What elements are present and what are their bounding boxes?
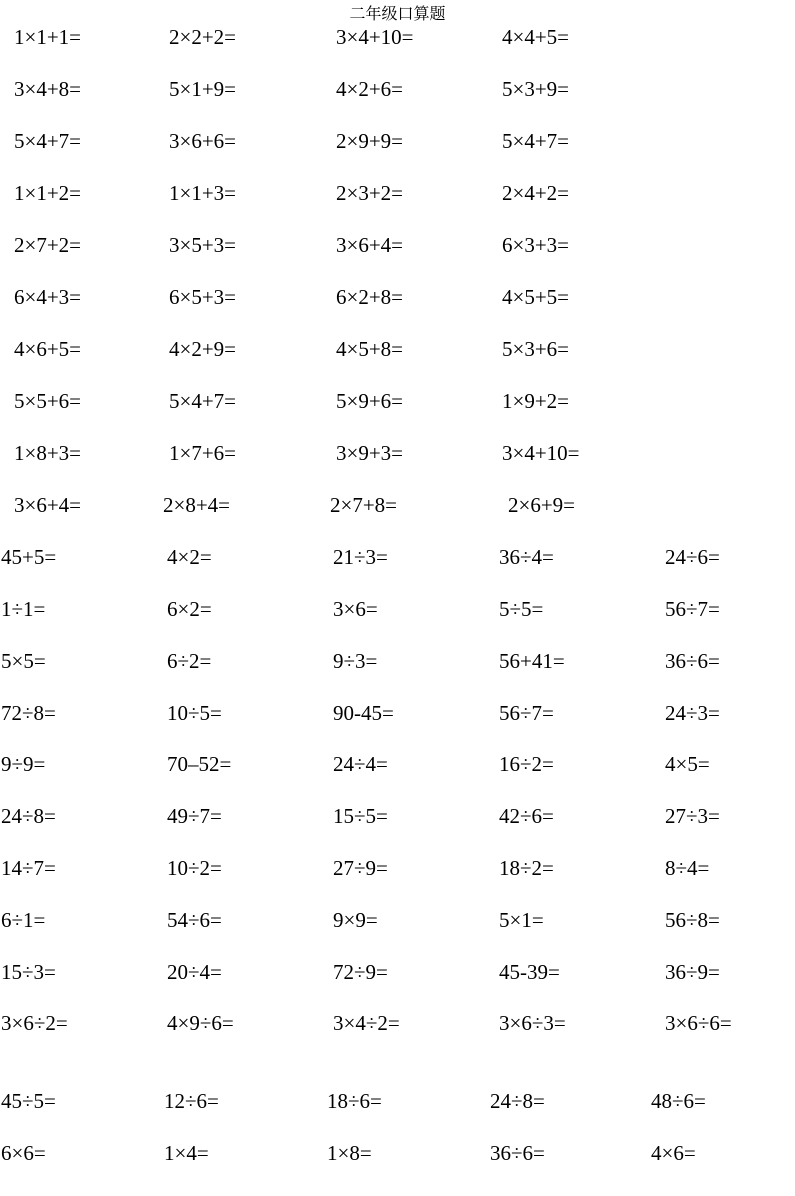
problem-item: 1×1+3= bbox=[169, 181, 237, 205]
problem-row bbox=[0, 230, 795, 260]
problem-item: 2×9+9= bbox=[336, 129, 404, 153]
problem-item: 10÷5= bbox=[167, 701, 222, 725]
problem-item: 3×4+10= bbox=[336, 25, 414, 49]
problem-item: 4×6+5= bbox=[14, 337, 82, 361]
problem-item: 27÷9= bbox=[333, 856, 388, 880]
problem-item: 4×6= bbox=[651, 1141, 696, 1165]
problem-row bbox=[0, 594, 795, 624]
problem-item: 4×2= bbox=[167, 545, 212, 569]
problem-item: 2×6+9= bbox=[508, 493, 576, 517]
problem-item: 1÷1= bbox=[1, 597, 46, 621]
problem-row bbox=[0, 957, 795, 987]
problem-row bbox=[0, 490, 795, 520]
problem-item: 48÷6= bbox=[651, 1089, 706, 1113]
problem-item: 12÷6= bbox=[164, 1089, 219, 1113]
problem-item: 5×3+6= bbox=[502, 337, 570, 361]
problem-item: 20÷4= bbox=[167, 960, 222, 984]
problem-item: 3×6÷2= bbox=[1, 1011, 68, 1035]
problem-item: 24÷3= bbox=[665, 701, 720, 725]
problem-item: 3×9+3= bbox=[336, 441, 404, 465]
problem-item: 1×8= bbox=[327, 1141, 372, 1165]
problem-item: 24÷6= bbox=[665, 545, 720, 569]
problem-item: 70–52= bbox=[167, 752, 232, 776]
problem-item: 2×7+2= bbox=[14, 233, 82, 257]
problem-item: 24÷8= bbox=[1, 804, 56, 828]
problem-item: 16÷2= bbox=[499, 752, 554, 776]
problem-row bbox=[0, 1138, 795, 1168]
problem-item: 6×4+3= bbox=[14, 285, 82, 309]
problem-item: 36÷6= bbox=[665, 649, 720, 673]
problem-item: 5×5+6= bbox=[14, 389, 82, 413]
problem-item: 1×1+1= bbox=[14, 25, 82, 49]
problem-item: 15÷3= bbox=[1, 960, 56, 984]
page-title: 二年级口算题 bbox=[349, 4, 446, 23]
problem-item: 2×2+2= bbox=[169, 25, 237, 49]
problem-item: 36÷6= bbox=[490, 1141, 545, 1165]
problem-item: 3×6+4= bbox=[336, 233, 404, 257]
problem-row bbox=[0, 801, 795, 831]
problem-item: 9÷9= bbox=[1, 752, 46, 776]
problem-item: 72÷9= bbox=[333, 960, 388, 984]
problem-item: 4×5+8= bbox=[336, 337, 404, 361]
problem-row bbox=[0, 178, 795, 208]
problem-item: 6×3+3= bbox=[502, 233, 570, 257]
problem-item: 49÷7= bbox=[167, 804, 222, 828]
problem-row bbox=[0, 905, 795, 935]
problem-item: 4×5= bbox=[665, 752, 710, 776]
problem-item: 90-45= bbox=[333, 701, 394, 725]
problem-item: 3×6÷3= bbox=[499, 1011, 566, 1035]
problem-row bbox=[0, 438, 795, 468]
problem-item: 5×9+6= bbox=[336, 389, 404, 413]
problem-item: 10÷2= bbox=[167, 856, 222, 880]
problem-item: 6×2+8= bbox=[336, 285, 404, 309]
problem-item: 4×5+5= bbox=[502, 285, 570, 309]
problem-item: 42÷6= bbox=[499, 804, 554, 828]
problem-item: 56÷8= bbox=[665, 908, 720, 932]
problem-item: 45+5= bbox=[1, 545, 57, 569]
problem-item: 1×7+6= bbox=[169, 441, 237, 465]
problem-item: 4×2+9= bbox=[169, 337, 237, 361]
problem-item: 3×4+8= bbox=[14, 77, 82, 101]
problem-row bbox=[0, 386, 795, 416]
problem-item: 8÷4= bbox=[665, 856, 710, 880]
problem-item: 2×4+2= bbox=[502, 181, 570, 205]
problem-item: 56÷7= bbox=[499, 701, 554, 725]
problem-row bbox=[0, 853, 795, 883]
problem-item: 3×4÷2= bbox=[333, 1011, 400, 1035]
problem-item: 5×4+7= bbox=[502, 129, 570, 153]
problem-row bbox=[0, 22, 795, 52]
problem-item: 5×1+9= bbox=[169, 77, 237, 101]
problem-item: 14÷7= bbox=[1, 856, 56, 880]
problem-item: 1×1+2= bbox=[14, 181, 82, 205]
problem-item: 2×8+4= bbox=[163, 493, 231, 517]
problem-row bbox=[0, 282, 795, 312]
problem-row bbox=[0, 542, 795, 572]
problem-item: 27÷3= bbox=[665, 804, 720, 828]
problem-row bbox=[0, 749, 795, 779]
problem-item: 4×2+6= bbox=[336, 77, 404, 101]
problem-item: 24÷4= bbox=[333, 752, 388, 776]
problem-item: 6×6= bbox=[1, 1141, 46, 1165]
problem-item: 21÷3= bbox=[333, 545, 388, 569]
problem-item: 3×6= bbox=[333, 597, 378, 621]
problem-row bbox=[0, 646, 795, 676]
problem-row bbox=[0, 1008, 795, 1038]
problem-item: 5÷5= bbox=[499, 597, 544, 621]
problem-item: 3×6+6= bbox=[169, 129, 237, 153]
problem-item: 5×4+7= bbox=[169, 389, 237, 413]
problem-item: 6÷2= bbox=[167, 649, 212, 673]
problem-item: 1×8+3= bbox=[14, 441, 82, 465]
problem-row bbox=[0, 334, 795, 364]
problem-item: 5×1= bbox=[499, 908, 544, 932]
problem-item: 2×7+8= bbox=[330, 493, 398, 517]
problem-item: 72÷8= bbox=[1, 701, 56, 725]
problem-item: 5×5= bbox=[1, 649, 46, 673]
problem-row bbox=[0, 698, 795, 728]
problem-item: 3×5+3= bbox=[169, 233, 237, 257]
problem-item: 6÷1= bbox=[1, 908, 46, 932]
problem-item: 2×3+2= bbox=[336, 181, 404, 205]
problem-item: 54÷6= bbox=[167, 908, 222, 932]
problem-item: 9÷3= bbox=[333, 649, 378, 673]
problem-item: 36÷9= bbox=[665, 960, 720, 984]
problem-item: 1×4= bbox=[164, 1141, 209, 1165]
problem-item: 4×9÷6= bbox=[167, 1011, 234, 1035]
problem-item: 3×6÷6= bbox=[665, 1011, 732, 1035]
problem-item: 5×4+7= bbox=[14, 129, 82, 153]
problem-item: 5×3+9= bbox=[502, 77, 570, 101]
problem-item: 45-39= bbox=[499, 960, 560, 984]
problem-item: 6×5+3= bbox=[169, 285, 237, 309]
problem-item: 6×2= bbox=[167, 597, 212, 621]
problem-row bbox=[0, 74, 795, 104]
problem-item: 9×9= bbox=[333, 908, 378, 932]
problem-row bbox=[0, 1086, 795, 1116]
problem-item: 24÷8= bbox=[490, 1089, 545, 1113]
problem-item: 4×4+5= bbox=[502, 25, 570, 49]
problem-item: 45÷5= bbox=[1, 1089, 56, 1113]
problem-item: 36÷4= bbox=[499, 545, 554, 569]
problem-item: 3×4+10= bbox=[502, 441, 580, 465]
problem-row bbox=[0, 126, 795, 156]
problem-item: 56+41= bbox=[499, 649, 565, 673]
problem-item: 56÷7= bbox=[665, 597, 720, 621]
problem-item: 15÷5= bbox=[333, 804, 388, 828]
problem-item: 1×9+2= bbox=[502, 389, 570, 413]
problem-item: 3×6+4= bbox=[14, 493, 82, 517]
problem-item: 18÷2= bbox=[499, 856, 554, 880]
problem-item: 18÷6= bbox=[327, 1089, 382, 1113]
